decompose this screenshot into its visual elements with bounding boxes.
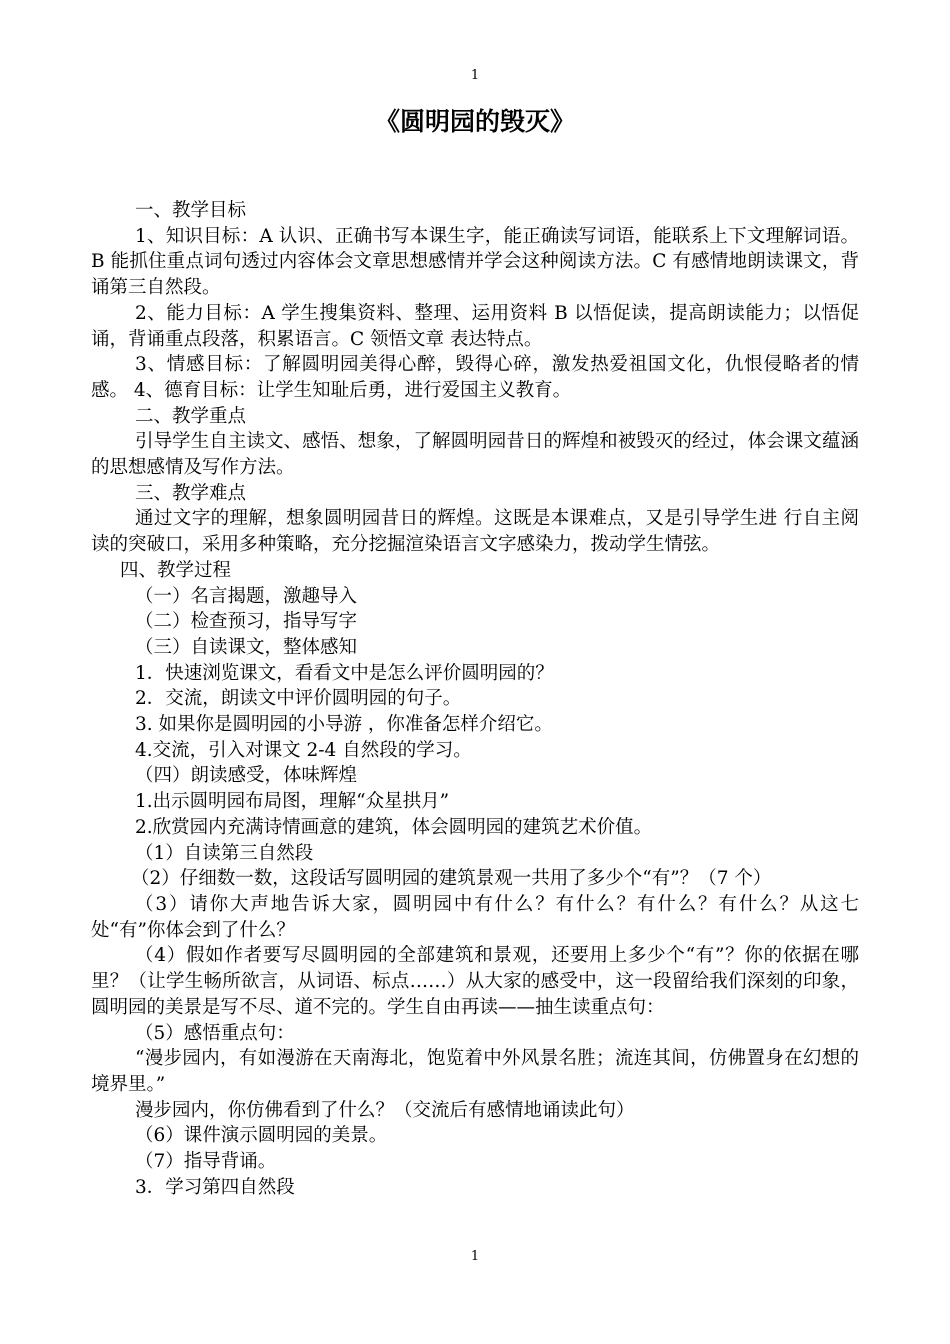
- list-item: 1.出示圆明园布局图，理解“众星拱月”: [135, 791, 450, 813]
- list-item: （5）感悟重点句：: [135, 1022, 295, 1044]
- paragraph-knowledge-goal: 1、知识目标：A 认识、正确书写本课生字，能正确读写词语，能联系上下文理解词语。B 能抓住重点词句透过内容体会文章思想感情并学会这种阅读方法。C 有感情地朗读课文，背诵第三自然段。: [91, 225, 859, 299]
- page-title: 《圆明园的毁灭》: [374, 107, 575, 136]
- heading-teaching-goals: 一、教学目标: [135, 200, 247, 221]
- paragraph-key-points: 引导学生自主读文、感悟、想象，了解圆明园昔日的辉煌和被毁灭的经过，体会课文蕴涵的思想感情及写作方法。: [91, 431, 859, 479]
- list-item: （6）课件演示圆明园的美景。: [135, 1125, 388, 1147]
- page-number-top: 1: [470, 68, 480, 83]
- list-item: （1）自读第三自然段: [135, 842, 314, 864]
- list-item: （4）假如作者要写尽圆明园的全部建筑和景观，还要用上多少个“有”？你的依据在哪里？（让学生畅所欲言，从词语、标点……）从大家的感受中，这一段留给我们深刻的印象，圆明园的美景是写不尽、道不完的。学生自由再读——抽生读重点句：: [91, 945, 859, 1018]
- list-item: 2．交流，朗读文中评价圆明园的句子。: [135, 688, 462, 710]
- heading-key-points: 二、教学重点: [135, 405, 247, 427]
- list-item: 2.欣赏园内充满诗情画意的建筑，体会圆明园的建筑艺术价值。: [135, 816, 653, 838]
- list-item: 3．学习第四自然段: [135, 1176, 295, 1198]
- quote-key-sentence: “漫步园内，有如漫游在天南海北，饱览着中外风景名胜；流连其间，仿佛置身在幻想的境界里。”: [91, 1048, 859, 1095]
- list-item: （一）名言揭题，激趣导入: [135, 585, 358, 607]
- list-item: （7）指导背诵。: [135, 1151, 277, 1173]
- list-item: （二）检查预习，指导写字: [135, 611, 358, 633]
- heading-difficulties: 三、教学难点: [135, 482, 247, 504]
- list-item: 1．快速浏览课文，看看文中是怎么评价圆明园的？: [135, 662, 554, 684]
- list-item: 漫步园内，你仿佛看到了什么？（交流后有感情地诵读此句）: [135, 1099, 635, 1121]
- document-body: [91, 198, 859, 1200]
- list-item: （3）请你大声地告诉大家，圆明园中有什么？有什么？有什么？有什么？从这七处“有”你体会到了什么？: [91, 893, 859, 941]
- paragraph-ability-goal: 2、能力目标：A 学生搜集资料、整理、运用资料 B 以悟促读，提高朗读能力；以悟促诵，背诵重点段落，积累语言。C 领悟文章 表达特点。: [91, 302, 859, 350]
- page-number-bottom: 1: [470, 1249, 480, 1264]
- list-item: （四）朗读感受，体味辉煌: [135, 765, 358, 787]
- paragraph-difficulties: 通过文字的理解，想象圆明园昔日的辉煌。这既是本课难点，又是引导学生进 行自主阅读的突破口，采用多种策略，充分挖掘渲染语言文字感染力，拨动学生情弦。: [91, 508, 859, 556]
- list-item: （2）仔细数一数，这段话写圆明园的建筑景观一共用了多少个“有”？（7 个）: [131, 868, 772, 890]
- list-item: 4.交流，引入对课文 2-4 自然段的学习。: [135, 739, 472, 761]
- list-item: 3. 如果你是圆明园的小导游 ，你准备怎样介绍它。: [135, 714, 553, 736]
- paragraph-emotion-goal: 3、情感目标：了解圆明园美得心醉，毁得心碎，激发热爱祖国文化，仇恨侵略者的情感。 4、德育目标：让学生知耻后勇，进行爱国主义教育。: [91, 354, 859, 401]
- heading-teaching-process: 四、教学过程: [120, 559, 232, 581]
- list-item: （三）自读课文，整体感知: [135, 636, 358, 658]
